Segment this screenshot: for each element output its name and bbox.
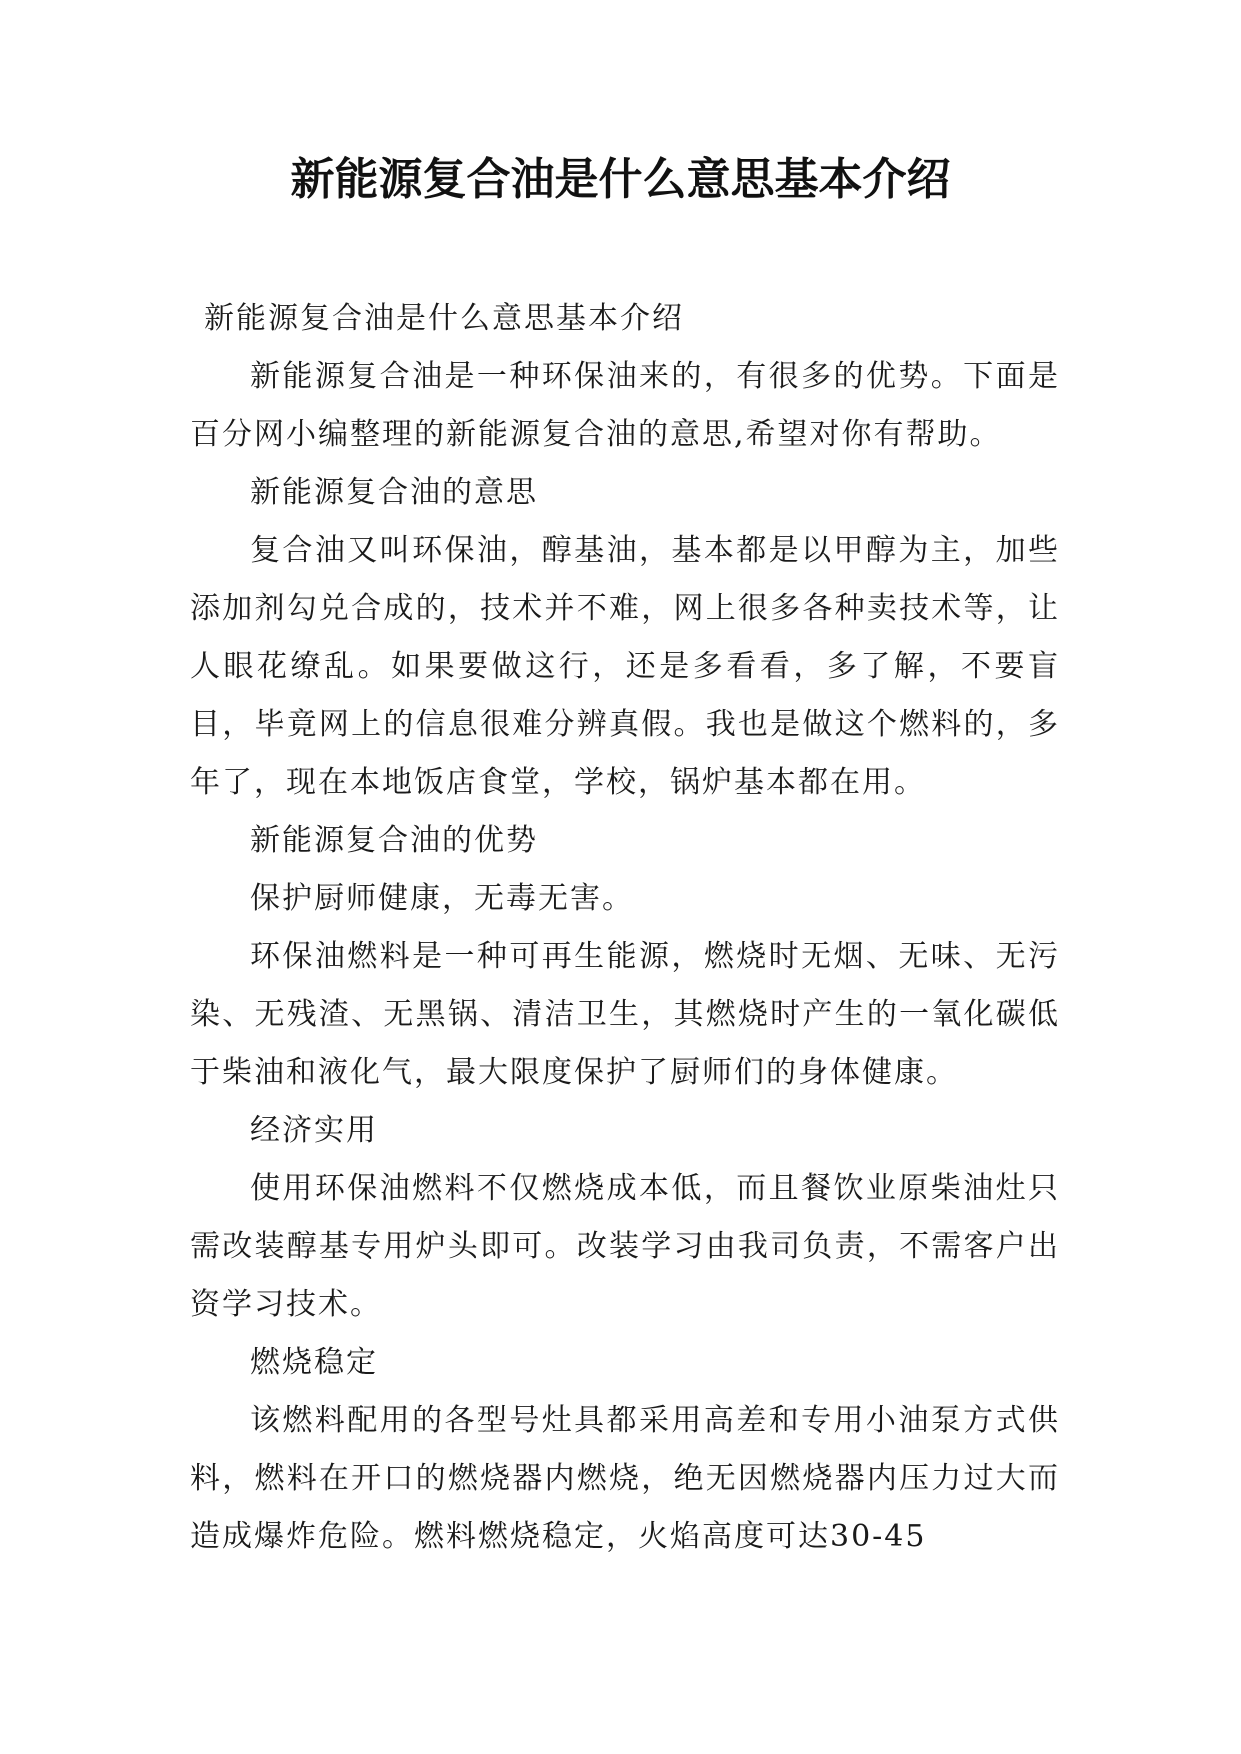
section-heading-meaning: 新能源复合油的意思	[250, 475, 538, 510]
stability-paragraph: 该燃料配用的各型号灶具都采用高差和专用小油泵方式供料，燃料在开口的燃烧器内燃烧，绝无因燃烧器内压力过大而造成爆炸危险。燃料燃烧稳定，火焰高度可达30-45	[190, 1403, 1060, 1554]
document-title: 新能源复合油是什么意思基本介绍	[290, 154, 951, 205]
economy-heading: 经济实用	[250, 1113, 378, 1148]
health-paragraph: 环保油燃料是一种可再生能源，燃烧时无烟、无味、无污染、无残渣、无黑锅、清洁卫生，其燃烧时产生的一氧化碳低于柴油和液化气，最大限度保护了厨师们的身体健康。	[190, 939, 1060, 1090]
document-body	[190, 290, 1060, 1566]
meaning-paragraph: 复合油又叫环保油，醇基油，基本都是以甲醇为主，加些添加剂勾兑合成的，技术并不难，网上很多各种卖技术等，让人眼花缭乱。如果要做这行，还是多看看，多了解，不要盲目，毕竟网上的信息很难分辨真假。我也是做这个燃料的，多年了，现在本地饭店食堂，学校，锅炉基本都在用。	[190, 533, 1060, 800]
health-heading: 保护厨师健康，无毒无害。	[250, 881, 634, 916]
subtitle-paragraph: 新能源复合油是什么意思基本介绍	[204, 301, 684, 336]
section-heading-advantages: 新能源复合油的优势	[250, 823, 538, 858]
intro-paragraph: 新能源复合油是一种环保油来的，有很多的优势。下面是百分网小编整理的新能源复合油的意思,希望对你有帮助。	[190, 359, 1060, 452]
economy-paragraph: 使用环保油燃料不仅燃烧成本低，而且餐饮业原柴油灶只需改装醇基专用炉头即可。改装学习由我司负责，不需客户出资学习技术。	[190, 1171, 1060, 1322]
stability-heading: 燃烧稳定	[250, 1345, 378, 1380]
